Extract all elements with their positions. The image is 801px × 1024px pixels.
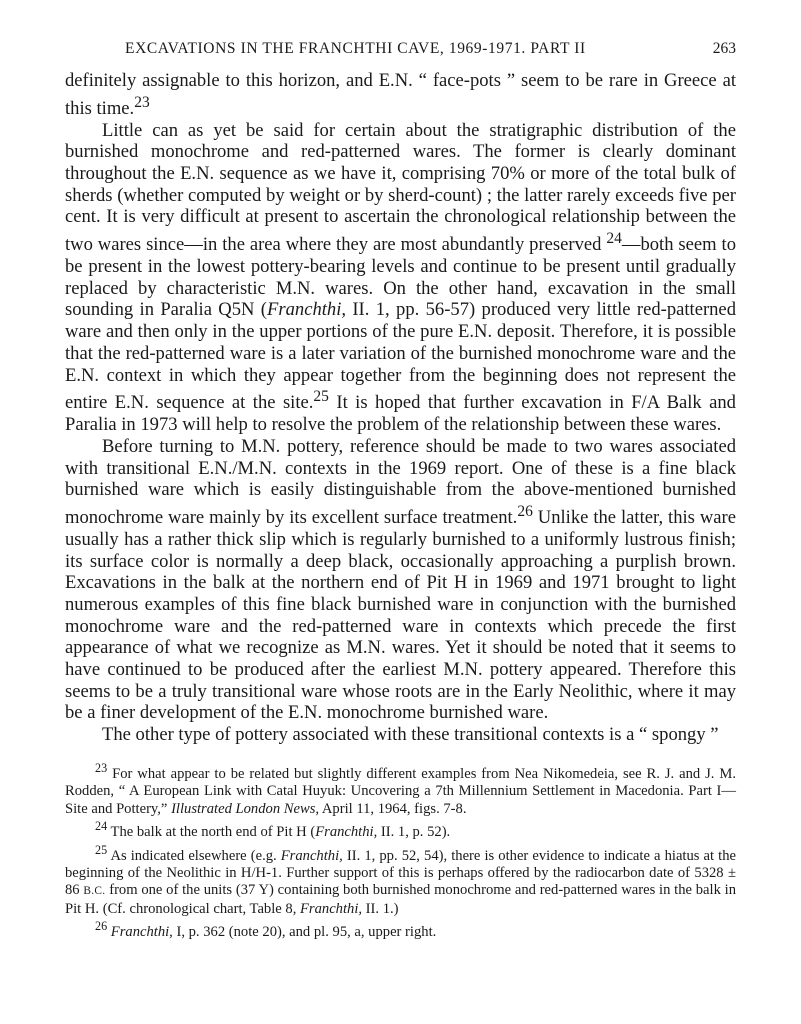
footnote-26: $^{26}$ Franchthi, I, p. 362 (note 20), and pl. 95, a, upper right. <box>95 919 437 941</box>
footnote-ref-23[interactable]: 23 <box>134 93 150 111</box>
citation-franchthi: Franchthi, <box>300 900 363 917</box>
citation-franchthi: Franchthi, <box>280 847 343 864</box>
footnote-25: $^{25}$ As indicated elsewhere (e.g. Franchthi, II. 1, pp. 52, 54), there is other evidence to indicate a hiatus at the beginning of the Neolithic in H/H-1. Further support of this is perhaps offered by the radiocarbon date of 5328 ± 86 B.C. from one of the units (37 Y) containing both burnished monochrome and red-patterned wares in the balk in Pit H. (Cf. chronological chart, Table 8, Franchthi, II. 1.) <box>65 842 736 917</box>
paragraph-1: definitely assignable to this horizon, and E.N. “ face-pots ” seem to be rare in Greece at this time.$^{23}$ <box>65 70 736 119</box>
footnote-number: 23 <box>95 760 108 775</box>
footnote-ref-26[interactable]: 26 <box>517 502 533 520</box>
main-text <box>65 70 736 746</box>
footnotes <box>65 760 736 942</box>
citation-journal: Illustrated London News, <box>171 800 320 817</box>
paragraph-3: Before turning to M.N. pottery, reference should be made to two wares associated with transitional E.N./M.N. contexts in the 1969 report. One of these is a fine black burnished ware which is easily distinguishable from the above-mentioned burnished monochrome ware mainly by its excellent surface treatment.$^{26}$ Unlike the latter, this ware usually has a rather thick slip which is regularly burnished to a uniformly lustrous finish; its surface color is normally a deep black, occasionally approaching a purplish brown. Excavations in the balk at the northern end of Pit H in 1969 and 1971 brought to light numerous examples of this fine black burnished ware in conjunction with the burnished monochrome ware and the red-patterned ware in contexts which precede the first appearance of what we recognize as M.N. wares. Yet it should be noted that it seems to have continued to be produced after the earliest M.N. pottery appeared. Therefore this seems to be a truly transitional ware whose roots are in the Early Neolithic, where it may be a finer development of the E.N. monochrome burnished ware. <box>65 435 736 724</box>
citation-franchthi: Franchthi, <box>315 824 378 841</box>
footnote-ref-25[interactable]: 25 <box>313 388 329 406</box>
citation-franchthi: Franchthi, <box>107 924 173 941</box>
paragraph-4: The other type of pottery associated with these transitional contexts is a “ spongy ” <box>102 724 719 746</box>
footnote-ref-24[interactable]: 24 <box>606 230 622 248</box>
footnote-number: 25 <box>95 842 108 857</box>
paragraph-2: Little can as yet be said for certain about the stratigraphic distribution of the burnished monochrome and red-patterned wares. The former is clearly dominant throughout the E.N. sequence as we have it, comprising 70% or more of the total bulk of sherds (whether computed by weight or by sherd-count) ; the latter rarely exceeds five per cent. It is very difficult at present to ascertain the chronological relationship between the two wares since—in the area where they are most abundantly preserved $^{24}$—both seem to be present in the lowest pottery-bearing levels and continue to be present until gradually replaced by characteristic M.N. wares. On the other hand, excavation in the small sounding in Paralia Q5N (Franchthi, II. 1, pp. 56-57) produced very little red-patterned ware and then only in the upper portions of the pure E.N. deposit. Therefore, it is possible that the red-patterned ware is a later variation of the burnished monochrome ware and the E.N. context in which they appear together from the beginning does not represent the entire E.N. sequence at the site.$^{25}$ It is hoped that further excavation in F/A Balk and Paralia in 1973 will help to resolve the problem of the relationship between these wares. <box>65 119 736 436</box>
citation-franchthi: Franchthi, <box>267 299 347 321</box>
footnote-23: $^{23}$ For what appear to be related but slightly different examples from Nea Nikomedeia, see R. J. and J. M. Rodden, “ A European Link with Catal Huyuk: Uncovering a 7th Millennium Settlement in Macedonia. Part I—Site and Pottery,” Illustrated London News, April 11, 1964, figs. 7-8. <box>65 760 736 817</box>
page-number: 263 <box>712 40 736 57</box>
footnote-24: $^{24}$ The balk at the north end of Pit H (Franchthi, II. 1, p. 52). <box>95 819 451 841</box>
running-header <box>65 40 736 70</box>
footnote-number: 26 <box>95 919 108 934</box>
era-abbreviation: B.C. <box>83 885 106 898</box>
running-title: EXCAVATIONS IN THE FRANCHTHI CAVE, 1969-1971. PART II <box>125 40 586 57</box>
footnote-number: 24 <box>95 819 108 834</box>
